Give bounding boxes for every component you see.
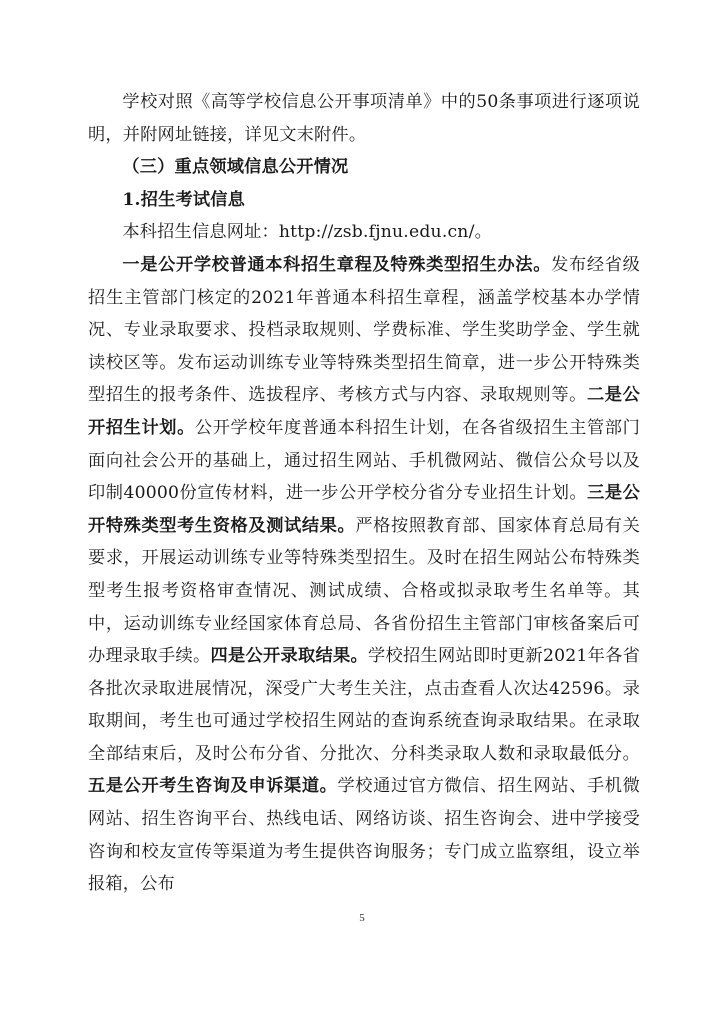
sub-heading: 1.招生考试信息 bbox=[122, 189, 246, 210]
url-line: 本科招生信息网址：http://zsb.fjnu.edu.cn/。 bbox=[122, 222, 492, 243]
section-heading: （三）重点领域信息公开情况 bbox=[122, 157, 349, 178]
page-number: 5 bbox=[359, 912, 365, 924]
document-body bbox=[88, 86, 640, 901]
point-one-title: 一是公开学校普通本科招生章程及特殊类型招生办法。 bbox=[122, 254, 552, 275]
main-paragraph bbox=[88, 249, 640, 901]
point-two-text: 公开学校年度普通本科招生计划，在各省级招生主管部门面向社会公开的基础上，通过招生网站、手机微网站、微信公众号以及印制40000份宣传材料，进一步公开学校分省分专业招生计划。 bbox=[88, 417, 640, 504]
intro-paragraph: 学校对照《高等学校信息公开事项清单》中的50条事项进行逐项说明，并附网址链接，详见文末附件。 bbox=[88, 92, 640, 145]
point-two-title: 二是公开招生计划。 bbox=[88, 385, 640, 438]
point-five-text: 学校通过官方微信、招生网站、手机微网站、招生咨询平台、热线电话、网络访谈、招生咨询会、进中学接受咨询和校友宣传等渠道为考生提供咨询服务；专门成立监察组，设立举报箱，公布 bbox=[88, 776, 640, 895]
point-three-text: 严格按照教育部、国家体育总局有关要求，开展运动训练专业等特殊类型招生。及时在招生网站公布特殊类型考生报考资格审查情况、测试成绩、合格或拟录取考生名单等。其中，运动训练专业经国家体育总局、各省份招生主管部门审核备案后可办理录取手续。 bbox=[88, 515, 640, 667]
point-one-text: 发布经省级招生主管部门核定的2021年普通本科招生章程，涵盖学校基本办学情况、专业录取要求、投档录取规则、学费标准、学生奖助学金、学生就读校区等。发布运动训练专业等特殊类型招生简章，进一步公开特殊类型招生的报考条件、选拔程序、考核方式与内容、录取规则等。 bbox=[88, 254, 640, 406]
point-five-title: 五是公开考生咨询及申诉渠道。 bbox=[88, 776, 338, 797]
point-four-text: 学校招生网站即时更新2021年各省各批次录取进展情况，深受广大考生关注，点击查看人次达42596。录取期间，考生也可通过学校招生网站的查询系统查询录取结果。在录取全部结束后，及时公布分省、分批次、分科类录取人数和录取最低分。 bbox=[88, 646, 640, 764]
point-four-title: 四是公开录取结果。 bbox=[210, 646, 368, 667]
point-three-title: 三是公开特殊类型考生资格及测试结果。 bbox=[88, 483, 640, 536]
